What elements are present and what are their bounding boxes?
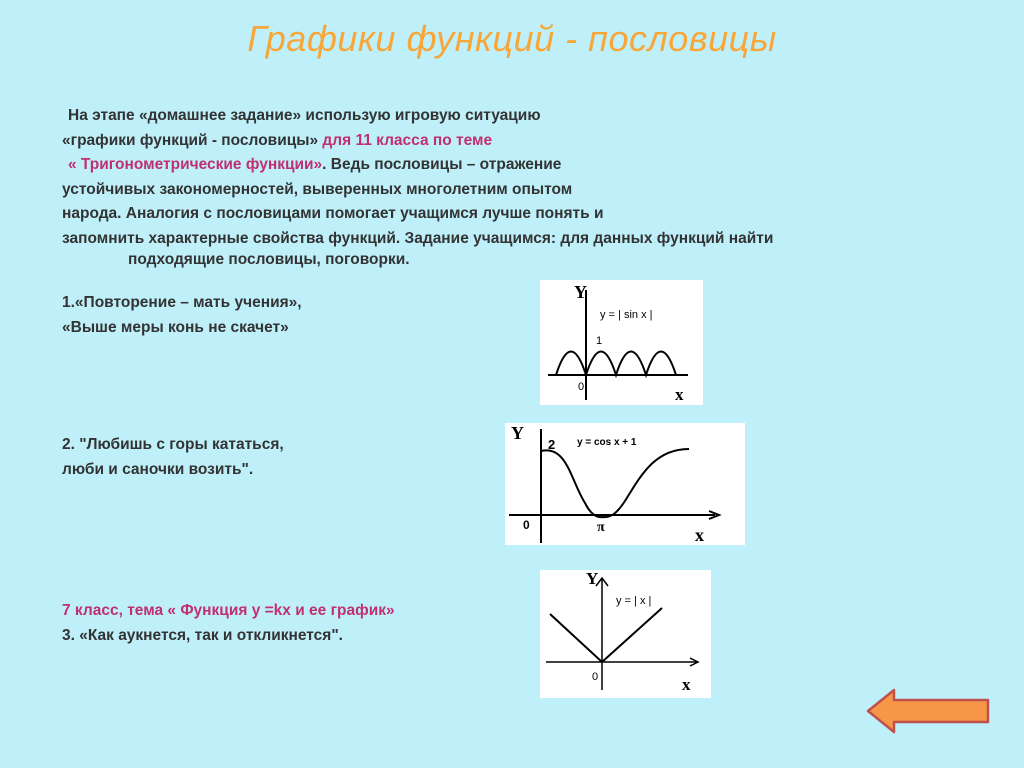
origin-label: 0 — [592, 671, 599, 683]
y-axis-label: Y — [586, 570, 599, 588]
formula-label: y = cos x + 1 — [577, 437, 637, 448]
pi-label: π — [597, 520, 605, 535]
proverb-2-line-1: 2. "Любишь с горы кататься, — [62, 436, 284, 453]
left-arrow-icon — [866, 688, 992, 734]
origin-label: 0 — [578, 381, 585, 393]
two-label: 2 — [548, 437, 556, 452]
left-arrow-shape — [868, 690, 988, 732]
proverb-1-line-1: 1.«Повторение – мать учения», — [62, 294, 302, 311]
intro-line-3 — [62, 153, 882, 178]
proverb-3-topic: 7 класс, тема « Функция y =kx и ее график» — [62, 602, 395, 619]
graph-abs-sin — [540, 280, 703, 405]
back-button[interactable] — [866, 688, 992, 734]
y-axis-label: Y — [574, 282, 587, 302]
intro-line-4: устойчивых закономерностей, выверенных многолетним опытом — [62, 180, 573, 198]
slide-title: Графики функций - пословицы — [247, 18, 777, 59]
x-axis-label: x — [682, 675, 691, 694]
x-axis-label: x — [695, 525, 704, 545]
intro-grade-text: для 11 класса по теме — [318, 131, 493, 149]
origin-label: 0 — [523, 518, 530, 532]
proverb-3-line: 3. «Как аукнется, так и откликнется". — [62, 627, 343, 644]
graph-abs-x — [540, 570, 711, 698]
proverb-1 — [62, 290, 302, 340]
intro-paragraph — [62, 104, 882, 268]
graph-cos-plus-one — [505, 423, 745, 545]
proverb-3 — [62, 598, 395, 648]
intro-line-5: народа. Аналогия с пословицами помогает учащимся лучше понять и — [62, 205, 604, 222]
intro-line-6: запомнить характерные свойства функций. Задание учащимся: для данных функций найти — [62, 229, 774, 247]
proverb-2 — [62, 432, 284, 482]
abs-x-curve — [550, 608, 662, 662]
intro-line-2 — [62, 129, 882, 154]
graph-abs-x-svg — [540, 570, 711, 698]
proverb-1-line-2: «Выше меры конь не скачет» — [62, 319, 289, 336]
cos-plus-one-curve — [541, 449, 689, 517]
intro-trig-topic: « Тригонометрические функции» — [68, 156, 323, 173]
formula-label: y = | x | — [616, 595, 652, 607]
y-axis-label: Y — [511, 423, 524, 443]
one-label: 1 — [596, 335, 603, 347]
intro-line-1: На этапе «домашнее задание» использую игровую ситуацию — [68, 107, 541, 124]
intro-line-7: подходящие пословицы, поговорки. — [128, 251, 410, 268]
abs-sin-curve — [556, 352, 676, 376]
formula-label: y = | sin x | — [600, 309, 653, 321]
proverb-2-line-2: люби и саночки возить". — [62, 461, 254, 478]
graph-abs-sin-svg — [540, 280, 703, 405]
graph-cos-svg — [505, 423, 745, 545]
intro-highlight-topic: «графики функций - пословицы» — [62, 131, 319, 149]
intro-line-3-rest: . Ведь пословицы – отражение — [322, 156, 562, 173]
x-axis-label: x — [675, 385, 684, 404]
